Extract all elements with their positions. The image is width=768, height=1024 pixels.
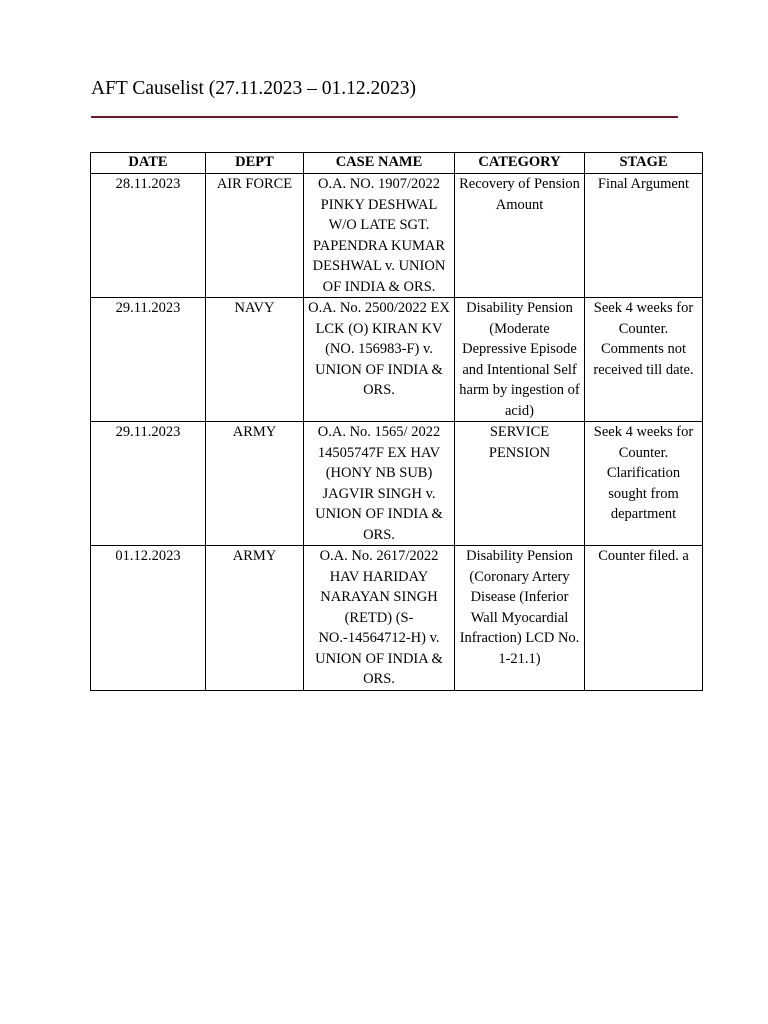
cell-dept: ARMY [206,422,304,546]
cell-date: 29.11.2023 [91,298,206,422]
table-row [91,298,703,422]
cell-case-name: O.A. No. 2617/2022 HAV HARIDAY NARAYAN SINGH (RETD) (S-NO.-14564712-H) v. UNION OF INDIA & ORS. [304,546,455,691]
cell-date: 28.11.2023 [91,174,206,298]
cell-stage: Seek 4 weeks for Counter. Clarification sought from department [585,422,703,546]
column-header-dept: DEPT [206,153,304,174]
table-row [91,546,703,691]
table-header-row [91,153,703,174]
cell-case-name: O.A. No. 1565/ 2022 14505747F EX HAV (HONY NB SUB) JAGVIR SINGH v. UNION OF INDIA & ORS. [304,422,455,546]
cell-dept: ARMY [206,546,304,691]
cell-dept: NAVY [206,298,304,422]
cell-date: 01.12.2023 [91,546,206,691]
cell-category: Disability Pension (Moderate Depressive Episode and Intentional Self harm by ingestion of acid) [455,298,585,422]
column-header-category: CATEGORY [455,153,585,174]
cell-category: Recovery of Pension Amount [455,174,585,298]
page-title: AFT Causelist (27.11.2023 – 01.12.2023) [91,78,416,99]
cell-dept: AIR FORCE [206,174,304,298]
table-row [91,422,703,546]
title-divider [91,116,678,118]
cell-case-name: O.A. NO. 1907/2022 PINKY DESHWAL W/O LATE SGT. PAPENDRA KUMAR DESHWAL v. UNION OF INDIA & ORS. [304,174,455,298]
table-row [91,174,703,298]
cell-category: Disability Pension (Coronary Artery Disease (Inferior Wall Myocardial Infraction) LCD No. 1-21.1) [455,546,585,691]
cell-stage: Seek 4 weeks for Counter. Comments not received till date. [585,298,703,422]
column-header-case-name: CASE NAME [304,153,455,174]
cell-date: 29.11.2023 [91,422,206,546]
cell-stage: Counter filed. a [585,546,703,691]
column-header-date: DATE [91,153,206,174]
column-header-stage: STAGE [585,153,703,174]
cell-category: SERVICE PENSION [455,422,585,546]
causelist-table [90,152,703,691]
cell-case-name: O.A. No. 2500/2022 EX LCK (O) KIRAN KV (NO. 156983-F) v. UNION OF INDIA & ORS. [304,298,455,422]
cell-stage: Final Argument [585,174,703,298]
